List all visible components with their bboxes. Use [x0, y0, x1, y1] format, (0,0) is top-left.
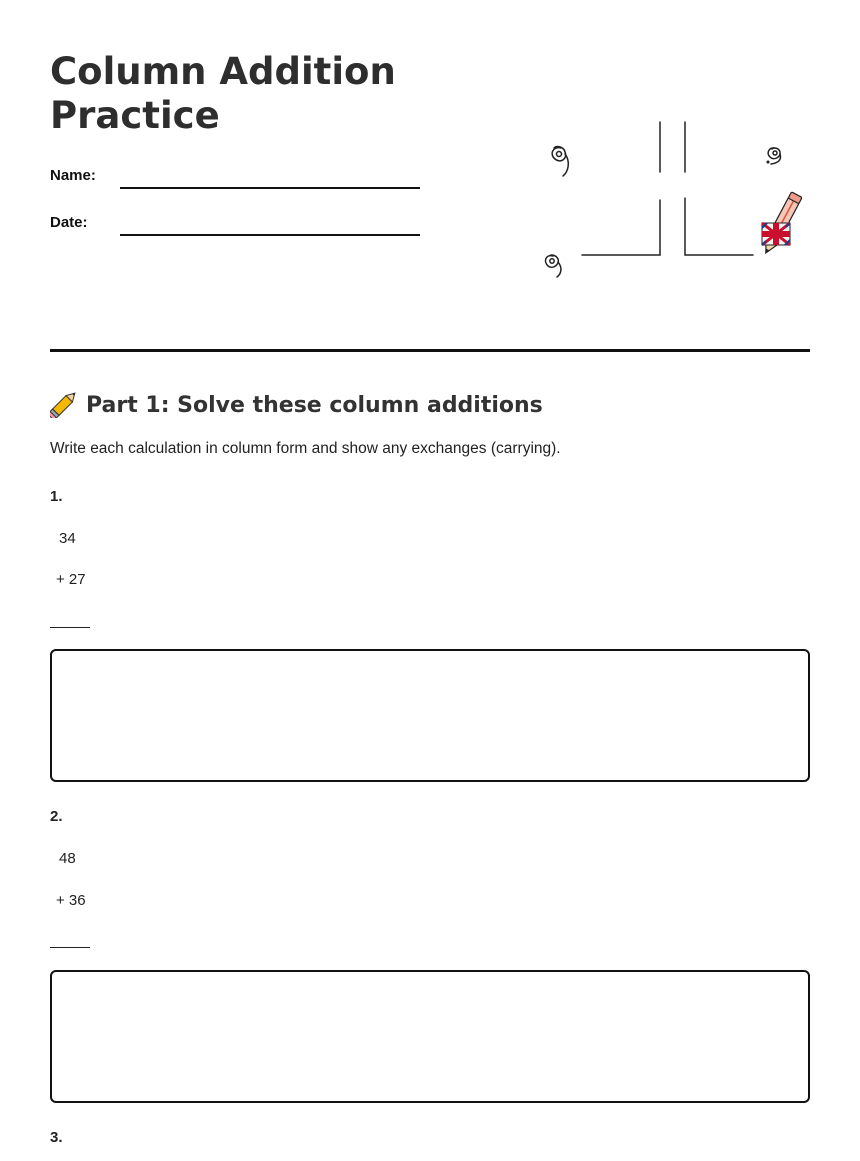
question-sum-rule: [50, 627, 90, 628]
doodle-column-corner: [685, 198, 753, 255]
question-number: 2.: [50, 808, 63, 825]
name-field-line: [120, 187, 420, 189]
part1-heading-text: Part 1: Solve these column additions: [86, 393, 543, 418]
pencil-icon: [50, 388, 80, 418]
date-field-line: [120, 234, 420, 236]
column-addition-doodle: [535, 110, 810, 285]
header-divider: [50, 349, 810, 352]
question-sum-rule: [50, 947, 90, 948]
flag-doodle-icon: [762, 223, 790, 245]
question-top-addend: 48: [59, 850, 76, 867]
doodle-column-corner: [582, 200, 660, 255]
question-bottom-addend: + 27: [56, 571, 86, 588]
answer-box[interactable]: [50, 649, 810, 782]
date-label: Date:: [50, 214, 88, 231]
part1-instructions: Write each calculation in column form and show any exchanges (carrying).: [50, 440, 561, 457]
question-number: 1.: [50, 488, 63, 505]
question-top-addend: 34: [59, 530, 76, 547]
answer-box[interactable]: [50, 970, 810, 1103]
doodle-nine-glyph: [767, 148, 780, 164]
page-title: Column Addition Practice: [50, 50, 396, 137]
name-label: Name:: [50, 167, 96, 184]
question-bottom-addend: + 36: [56, 892, 86, 909]
question-number: 3.: [50, 1129, 63, 1146]
part1-heading: [50, 388, 543, 422]
doodle-nine-glyph: [552, 147, 568, 176]
doodle-nine-glyph: [546, 255, 561, 277]
